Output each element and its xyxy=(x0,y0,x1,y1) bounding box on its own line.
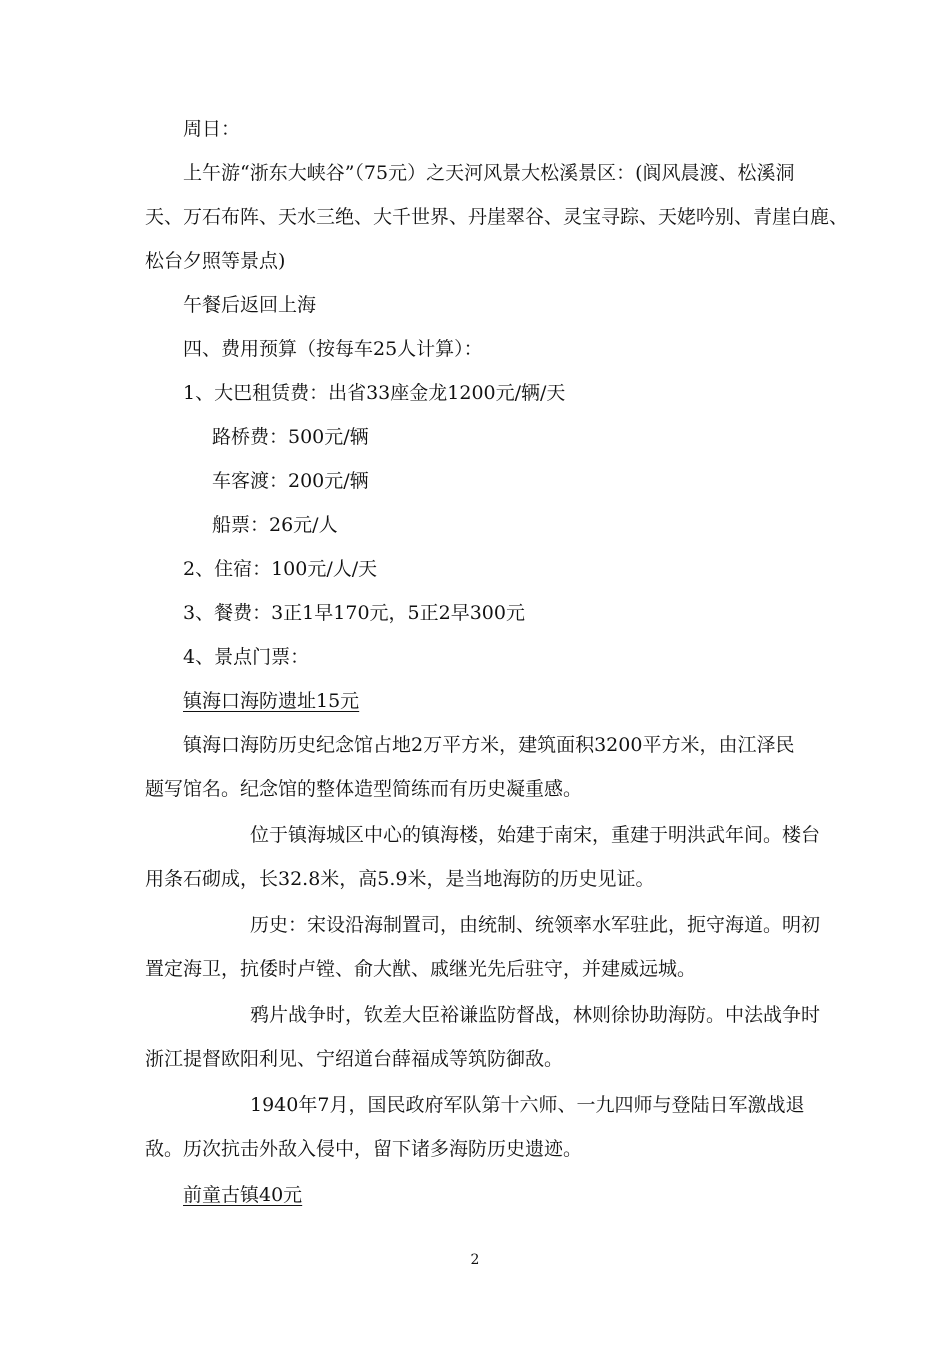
subheading-qiantong: 前童古镇40元 xyxy=(183,1184,303,1206)
text-line-meals: 3、餐费：3正1早170元，5正2早300元 xyxy=(183,602,525,624)
text-line-toll: 路桥费：500元/辆 xyxy=(212,426,369,448)
text-line-museum-2: 题写馆名。纪念馆的整体造型简练而有历史凝重感。 xyxy=(145,778,583,800)
text-line-itinerary-3: 松台夕照等景点) xyxy=(145,250,286,272)
text-line-history-1: 历史：宋设沿海制置司，由统制、统领率水军驻此，扼守海道。明初 xyxy=(250,914,821,936)
text-line-accommodation: 2、住宿：100元/人/天 xyxy=(183,558,378,580)
text-line-museum-1: 镇海口海防历史纪念馆占地2万平方米，建筑面积3200平方米，由江泽民 xyxy=(183,734,795,756)
section-heading-budget: 四、费用预算（按每车25人计算）： xyxy=(183,338,483,360)
text-line-ferry-car: 车客渡：200元/辆 xyxy=(212,470,369,492)
text-line-1940-1: 1940年7月，国民政府军队第十六师、一九四师与登陆日军激战退 xyxy=(250,1094,805,1116)
text-line-itinerary-2: 天、万石布阵、天水三绝、大千世界、丹崖翠谷、灵宝寻踪、天姥吟别、青崖白鹿、 xyxy=(145,206,849,228)
text-line-1940-2: 敌。历次抗击外敌入侵中，留下诸多海防历史遗迹。 xyxy=(145,1138,583,1160)
subheading-zhenhaikou: 镇海口海防遗址15元 xyxy=(183,690,360,712)
text-line-bus-rental: 1、大巴租赁费：出省33座金龙1200元/辆/天 xyxy=(183,382,566,404)
text-line-opium-war-2: 浙江提督欧阳利见、宁绍道台薛福成等筑防御敌。 xyxy=(145,1048,564,1070)
text-line-tower-1: 位于镇海城区中心的镇海楼，始建于南宋，重建于明洪武年间。楼台 xyxy=(250,824,821,846)
text-line-itinerary-1: 上午游“浙东大峡谷”（75元）之天河风景大松溪景区：(阆风晨渡、松溪洞 xyxy=(183,162,795,184)
text-line-history-2: 置定海卫，抗倭时卢镗、俞大猷、戚继光先后驻守，并建威远城。 xyxy=(145,958,697,980)
text-line-sunday: 周日： xyxy=(183,118,241,140)
text-line-opium-war-1: 鸦片战争时，钦差大臣裕谦监防督战，林则徐协助海防。中法战争时 xyxy=(250,1004,821,1026)
page-number: 2 xyxy=(470,1252,480,1268)
text-line-tickets-heading: 4、景点门票： xyxy=(183,646,310,668)
text-line-return: 午餐后返回上海 xyxy=(183,294,317,316)
text-line-tower-2: 用条石砌成，长32.8米，高5.9米，是当地海防的历史见证。 xyxy=(145,868,655,890)
text-line-boat-ticket: 船票：26元/人 xyxy=(212,514,338,536)
